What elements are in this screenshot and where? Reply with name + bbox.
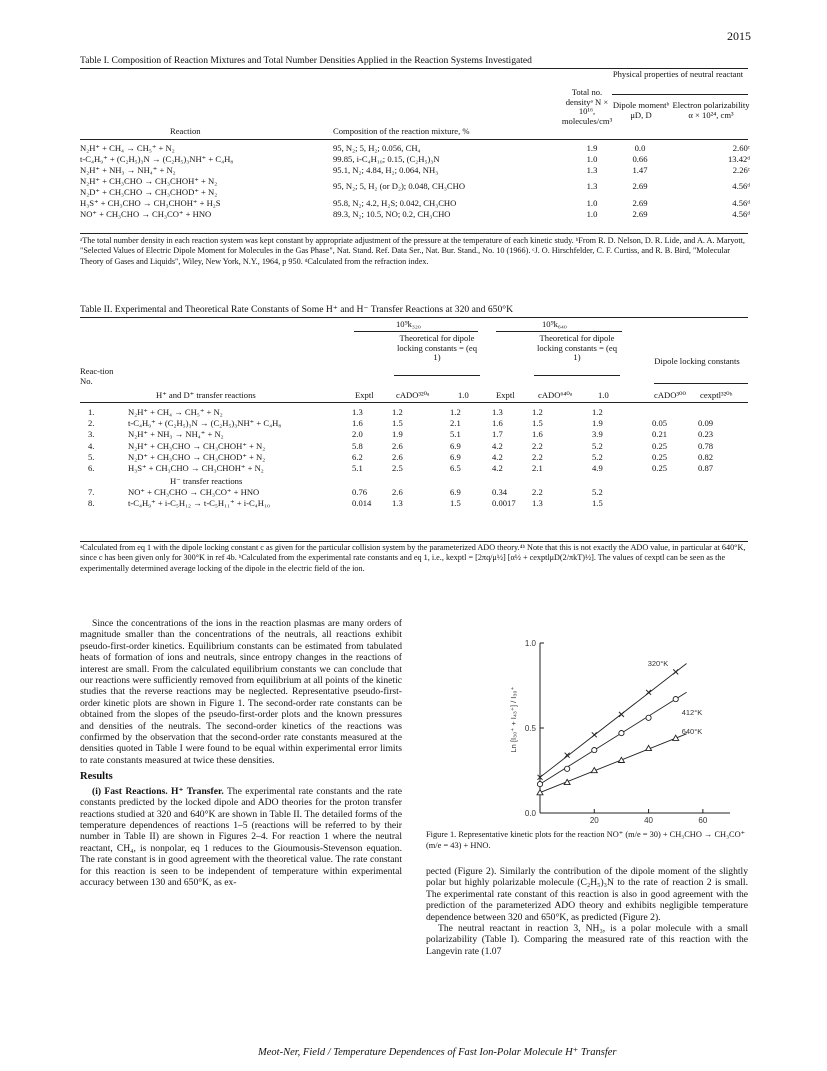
table2-caption: Table II. Experimental and Theoretical Rate Constants of Some H⁺ and H⁻ Transfer Reactions at 320 and 650°K (80, 304, 514, 315)
table2-cell-r3-c4: 1.9 (392, 429, 403, 440)
paragraph-kinetics: Since the concentrations of the ions in the reaction plasmas are many orders of magnitude smaller than the concentrations of the neutrals, all reactions exhibit pseudo-first-order kinetics. Equilibrium constants can be estimated from tabulated heats of formation of ions and neutrals, since entropy changes in the reactions of interest are small. From the calculated equilibrium constants we can conclude that our reactions were sufficiently removed from equilibrium at all points of the kinetic studies that the reverse reactions may be neglected. Representative pseudo-first-order kinetic plots are shown in Figure 1. The second-order rate constants can be obtained from the slopes of the pseudo-first-order plots and the known pressures and densities of the neutrals. The second-order kinetics of the reactions was confirmed by the observation that the second-order rate constants measured at the densities quoted in Table I were found to be equal within experimental error limits to rate constants measured at twice these densities. (80, 618, 402, 766)
table2-col-cexpt: cexptl³²⁰ᵇ (700, 390, 733, 400)
table2-cell-r6-c2: H₃S⁺ + CH₃CHO → CH₃CHOH⁺ + N₂ (128, 463, 264, 473)
table2-cell-h1-c5: 6.9 (450, 487, 461, 498)
table1-group-header: Physical properties of neutral reactant (612, 69, 744, 79)
table2-cell-r5-c5: 6.9 (450, 451, 461, 462)
table1-cell-r3-c3: 1.3 (586, 165, 598, 175)
table2-cell-h2-c8: 1.5 (592, 498, 603, 509)
table1-col-reaction: Reaction (170, 126, 201, 136)
table2-cell-r1-c6: 1.3 (492, 407, 503, 417)
table2-cell-r6-c3: 5.1 (352, 463, 363, 473)
table2-cell-r2-c8: 1.9 (592, 418, 603, 429)
table2-k640: 10⁹k₆₄₀ (542, 319, 567, 329)
table2-cell-r6-c6: 4.2 (492, 463, 503, 473)
page-number: 2015 (727, 29, 751, 43)
y-tick-label: 1.0 (524, 639, 536, 648)
table2-cell-r2-c10: 0.09 (698, 418, 714, 429)
table2-cell-r5-c2: N₂D⁺ + CH₃CHO → CH₃CHOD⁺ + N₂ (128, 451, 266, 462)
table1-cell-r6-c4: 2.69 (632, 209, 648, 219)
table1-cell-r1-c2: 95, N₂; 5, H₂; 0.056, CH₄ (333, 143, 421, 153)
series-line-1 (540, 692, 687, 784)
table2-col-one320: 1.0 (458, 390, 469, 400)
table1-cell-r3-c1: N₂H⁺ + NH₃ → NH₄⁺ + N₂ (80, 165, 176, 175)
table2-cell-r5-c7: 2.2 (532, 451, 543, 462)
table1-cell-r4-c2: 95, N₂; 5, H₂ (or D₂); 0.048, CH₃CHO (333, 181, 466, 191)
table2-col-one640: 1.0 (598, 390, 609, 400)
table1-cell-r4-c5: 4.56ᵈ (732, 181, 750, 191)
data-point-640K (564, 779, 570, 784)
table1-cell-r4-c4: 2.69 (632, 181, 648, 191)
table2-cell-r6-c7: 2.1 (532, 463, 543, 473)
table2-cell-r3-c5: 5.1 (450, 429, 461, 440)
table2-theo-320: Theoretical for dipole locking constants = (eq 1) (396, 333, 478, 363)
x-axis-label (637, 827, 661, 828)
left-column (80, 618, 402, 888)
x-tick-label: 60 (698, 816, 708, 825)
table1-cell-r3-c5: 2.26ᶜ (732, 165, 750, 175)
table1-cell-r2-c2: 99.85, i-C₄H₁₀; 0.15, (C₂H₅)₃N (333, 154, 440, 164)
table2-cell-r5-c8: 5.2 (592, 451, 603, 462)
table1-col-density: Total no. densityᵃ N × 10¹⁶, molecules/cm³ (561, 87, 613, 126)
figure-1-caption: Figure 1. Representative kinetic plots for the reaction NO⁺ (m/e = 30) + CH₃CHO → CH₃CO⁺ (m/e = 43) + HNO. (426, 830, 746, 850)
table2-col-cado320: cADO³²⁰ᵃ (396, 390, 430, 400)
table2-cell-h1-c6: 0.34 (492, 487, 508, 498)
data-point-320K (673, 669, 678, 674)
x-tick-label: 20 (589, 816, 599, 825)
table2-cell-h1-c2: NO⁺ + CH₃CHO → CH₃CO⁺ + HNO (128, 487, 260, 498)
data-point-412K (673, 697, 678, 702)
table1-cell-r4-c1: N₂H⁺ + CH₃CHO → CH₃CHOH⁺ + N₂ N₂D⁺ + CH₃CHO → CH₃CHOD⁺ + N₂ (80, 176, 218, 197)
figure-1-chart (460, 616, 750, 828)
series-label-1: 412°K (681, 708, 703, 718)
data-point-412K (565, 766, 570, 771)
table2-cell-r4-c1: 4. (88, 440, 95, 451)
table1-col-dipole: Dipole momentᵇ μD, D (612, 100, 670, 120)
table2-cell-r2-c2: t-C₄H₉⁺ + (C₂H₅)₃N → (C₂H₅)₃NH⁺ + C₄H₈ (128, 418, 282, 429)
table2-cell-r4-c10: 0.78 (698, 440, 714, 451)
table2-cell-r6-c5: 6.5 (450, 463, 461, 473)
table2-cell-r6-c10: 0.87 (698, 463, 714, 473)
table2-col-cado300: cADO³⁰⁰ (654, 390, 686, 400)
table2-cell-h2-c3: 0.014 (352, 498, 372, 509)
table2-cell-r4-c7: 2.2 (532, 440, 543, 451)
table2-cell-r5-c4: 2.6 (392, 451, 403, 462)
data-point-320K (592, 732, 597, 737)
table1-footnote: ᵃThe total number density in each reaction system was kept constant by appropriate adjustment of the pressure at the temperature of each kinetic study. ᵇFrom R. D. Nelson, D. R. Lide, and A. A. Maryott, "Selected Values of Electric Dipole Moment for Molecules in the Gas Phase", Nat. Stand. Ref. Data Ser., Nat. Bur. Stand., No. 10 (1966). ᶜJ. O. Hirschfelder, C. F. Curtiss, and R. B. Bird, "Molecular Theory of Gases and Liquids", Wiley, New York, N.Y., 1964, p 950. ᵈCalculated from the refraction index. (80, 236, 745, 266)
table2-dlc: Dipole locking constants (654, 356, 740, 366)
table2-cell-r1-c3: 1.3 (352, 407, 363, 417)
table1-cell-r6-c5: 4.56ᵈ (732, 209, 750, 219)
table1-col-composition: Composition of the reaction mixture, % (333, 126, 470, 136)
table2-cell-r5-c3: 6.2 (352, 451, 363, 462)
table2-cell-r4-c8: 5.2 (592, 440, 603, 451)
table2-col-expt640: Exptl (496, 390, 515, 400)
table2-cell-r6-c1: 6. (88, 463, 95, 473)
table2-hminus-heading: H⁻ transfer reactions (170, 476, 243, 487)
table1-cell-r5-c4: 2.69 (632, 198, 648, 208)
data-point-320K (646, 690, 651, 695)
table2-cell-h1-c4: 2.6 (392, 487, 403, 498)
table2-theo-640: Theoretical for dipole locking constants = (eq 1) (536, 333, 618, 363)
table2-cell-r4-c3: 5.8 (352, 440, 363, 451)
table2-cell-h1-c1: 7. (88, 487, 95, 498)
data-point-640K (618, 757, 624, 762)
series-label-0: 320°K (647, 658, 669, 668)
table2-cell-r4-c6: 4.2 (492, 440, 503, 451)
table2-cell-r4-c4: 2.6 (392, 440, 403, 451)
table1-cell-r4-c3: 1.3 (586, 181, 598, 191)
results-heading: Results (80, 771, 113, 783)
table2-cell-h2-c1: 8. (88, 498, 95, 509)
table2-cell-r2-c3: 1.6 (352, 418, 363, 429)
results-subheading: (i) Fast Reactions. H⁺ Transfer. (92, 785, 224, 797)
table2-cell-h2-c7: 1.3 (532, 498, 543, 509)
series-label-2: 640°K (681, 727, 703, 737)
table2-cell-r3-c9: 0.21 (652, 429, 668, 440)
table2-cell-r1-c8: 1.2 (592, 407, 603, 417)
table1-cell-r2-c3: 1.0 (586, 154, 598, 164)
table1-cell-r1-c1: N₂H⁺ + CH₄ → CH₅⁺ + N₂ (80, 143, 175, 153)
running-footer: Meot-Ner, Field / Temperature Dependences of Fast Ion-Polar Molecule H⁺ Transfer (258, 1047, 617, 1058)
table1-cell-r2-c1: t-C₄H₉⁺ + (C₂H₅)₃N → (C₂H₅)₃NH⁺ + C₄H₈ (80, 154, 234, 164)
table2-cell-r2-c6: 1.6 (492, 418, 503, 429)
table2-cell-r3-c7: 1.6 (532, 429, 543, 440)
table2-cell-r3-c2: N₂H⁺ + NH₃ → NH₄⁺ + N₂ (128, 429, 224, 440)
table2-cell-r2-c1: 2. (88, 418, 95, 429)
data-point-412K (592, 748, 597, 753)
table1-cell-r1-c5: 2.60ᶜ (732, 143, 750, 153)
table2-col-expt320: Exptl (355, 390, 374, 400)
table1-cell-r1-c3: 1.9 (586, 143, 598, 153)
table2-cell-r3-c3: 2.0 (352, 429, 363, 440)
table1-cell-r6-c2: 89.3, N₂; 10.5, NO; 0.2, CH₃CHO (333, 209, 451, 219)
data-point-412K (537, 782, 542, 787)
table1-col-polarizability: Electron polarizability α × 10²⁴, cm³ (672, 100, 750, 120)
table1-cell-r2-c5: 13.42ᵈ (727, 154, 750, 164)
table2-cell-r5-c6: 4.2 (492, 451, 503, 462)
table2-cell-r4-c2: N₂H⁺ + CH₃CHO → CH₃CHOH⁺ + N₂ (128, 440, 266, 451)
table2-footnote: ᵃCalculated from eq 1 with the dipole locking constant c as given for the particular collision system by the parameterized ADO theory.⁴ᵇ Note that this is not exactly the ADO value, in particular at 640°K, since c has been given only for 300°K in ref 4b. ᵇCalculated from the experimental rate constants and eq 1, i.e., kexptl = [2πq/μ½] [α½ + cexptlμD(2/πkT)½]. The values of cexptl can be seen as the experimentally determined average locking of the dipole in the electric field of the ion. (80, 543, 746, 573)
table2-k320: 10⁹k₃₂₀ (396, 319, 421, 329)
y-tick-label: 0.0 (524, 809, 536, 818)
table2-cell-r2-c7: 1.5 (532, 418, 543, 429)
data-point-412K (619, 731, 624, 736)
table1-cell-r5-c5: 4.56ᵈ (732, 198, 750, 208)
table2-cell-r1-c7: 1.2 (532, 407, 543, 417)
table2-cell-r1-c4: 1.2 (392, 407, 403, 417)
series-line-0 (540, 663, 687, 777)
data-point-320K (619, 712, 624, 717)
table2-cell-h2-c5: 1.5 (450, 498, 461, 509)
table1-cell-r5-c2: 95.8, N₂; 4.2, H₂S; 0.042, CH₃CHO (333, 198, 457, 208)
table1-cell-r2-c4: 0.66 (632, 154, 648, 164)
table2-cell-r4-c5: 6.9 (450, 440, 461, 451)
table2-cell-h2-c4: 1.3 (392, 498, 403, 509)
table2-cell-h1-c7: 2.2 (532, 487, 543, 498)
table2-cell-h1-c3: 0.76 (352, 487, 368, 498)
table2-cell-h2-c2: t-C₄H₉⁺ + i-C₅H₁₂ → t-C₅H₁₁⁺ + i-C₄H₁₀ (128, 498, 270, 509)
table2-cell-r2-c4: 1.5 (392, 418, 403, 429)
table2-cell-r5-c9: 0.25 (652, 451, 668, 462)
table2-col-no: Reac-tion No. (80, 366, 114, 386)
table2-col-rxn: H⁺ and D⁺ transfer reactions (156, 390, 256, 400)
table2-cell-r2-c9: 0.05 (652, 418, 668, 429)
right-column (426, 866, 748, 957)
table2-cell-r1-c2: N₂H⁺ + CH₄ → CH₅⁺ + N₂ (128, 407, 223, 417)
table1-cell-r5-c3: 1.0 (586, 198, 598, 208)
table2-cell-r6-c9: 0.25 (652, 463, 668, 473)
table2-cell-r2-c5: 2.1 (450, 418, 461, 429)
table2-cell-r3-c6: 1.7 (492, 429, 503, 440)
table2-cell-h1-c8: 5.2 (592, 487, 603, 498)
table2-cell-r4-c9: 0.25 (652, 440, 668, 451)
table1-cell-r3-c2: 95.1, N₂; 4.84, H₂; 0.064, NH₃ (333, 165, 439, 175)
y-tick-label: 0.5 (524, 724, 536, 733)
table1-cell-r6-c3: 1.0 (586, 209, 598, 219)
paragraph-results (80, 786, 402, 889)
results-text: The experimental rate constants and the rate constants predicted by the locked dipole and ADO theories for the proton transfer reactions studied at 320 and 640°K are shown in Table II. The detailed forms of the temperature dependences of reactions 1–5 (reactions will be referred to by their number in Table II) are shown in Figures 2–4. For reaction 1 where the neutral reactant, CH₄, is nonpolar, eq 1 reduces to the Gioumousis-Stevenson equation. The rate constant is in good agreement with the theoretical value. The rate constant for this reaction is seen to be independent of temperature within experimental accuracy between 130 and 650°K, as ex- (80, 785, 402, 888)
data-point-412K (646, 715, 651, 720)
table1-cell-r3-c4: 1.47 (632, 165, 648, 175)
table1-cell-r6-c1: NO⁺ + CH₃CHO → CH₃CO⁺ + HNO (80, 209, 212, 219)
table1-caption: Table I. Composition of Reaction Mixtures and Total Number Densities Applied in the Reaction Systems Investigated (80, 55, 532, 66)
y-axis-label: Ln [I₃₀⁺ + I₄₃⁺] / I₃₀⁺ (509, 686, 518, 753)
table1-cell-r1-c4: 0.0 (634, 143, 646, 153)
table2-cell-r6-c4: 2.5 (392, 463, 403, 473)
table2-cell-r1-c1: 1. (88, 407, 95, 417)
paragraph-right-2: The neutral reactant in reaction 3, NH₃, is a polar molecule with a small polarizability (Table I). Comparing the measured rate of this reaction with the Langevin rate (1.07 (426, 923, 748, 957)
table2-col-cado640: cADO⁶⁴⁰ᵃ (538, 390, 573, 400)
table2-cell-r6-c8: 4.9 (592, 463, 603, 473)
table2-cell-r3-c1: 3. (88, 429, 95, 440)
table2-cell-r1-c5: 1.2 (450, 407, 461, 417)
table2-cell-r3-c10: 0.23 (698, 429, 714, 440)
table2-cell-h2-c6: 0.0017 (492, 498, 516, 509)
x-tick-label: 40 (644, 816, 654, 825)
table2-cell-r3-c8: 3.9 (592, 429, 603, 440)
table2-cell-r5-c10: 0.82 (698, 451, 714, 462)
paragraph-right-1: pected (Figure 2). Similarly the contribution of the dipole moment of the slightly polar but highly polarizable molecule (C₂H₅)₃N to the rate of reaction 2 is small. The experimental rate constant of this reaction is also in good agreement with the prediction of the parameterized ADO theory and exhibits negligible temperature dependence between 320 and 650°K, as predicted (Figure 2). (426, 866, 748, 923)
series-line-2 (540, 734, 687, 793)
table2-cell-r5-c1: 5. (88, 451, 95, 462)
table1-cell-r5-c1: H₃S⁺ + CH₃CHO → CH₃CHOH⁺ + H₂S (80, 198, 221, 208)
